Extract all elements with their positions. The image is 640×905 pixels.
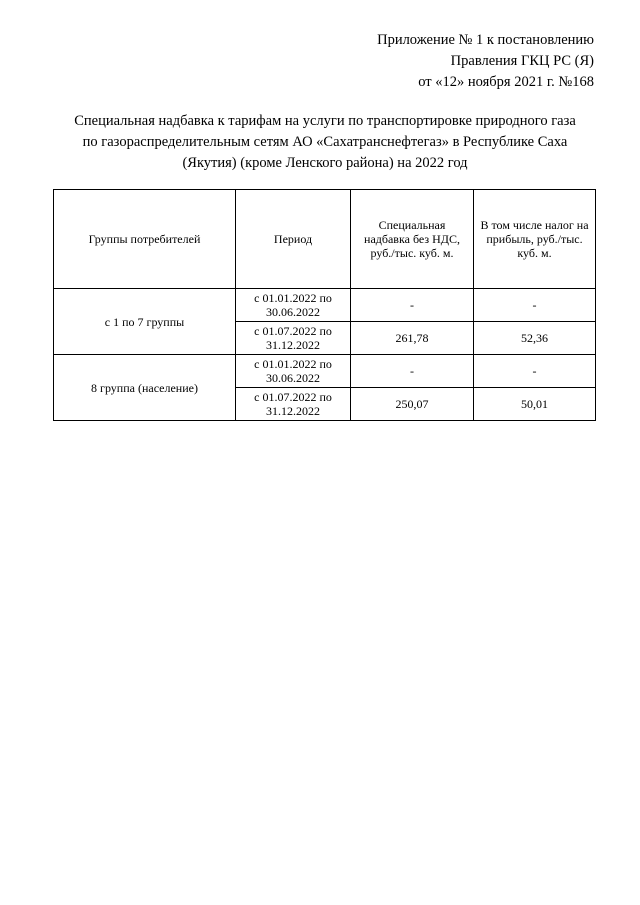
column-header-surcharge: Специальная надбавка без НДС, руб./тыс. куб. м. bbox=[351, 190, 474, 289]
tax-cell: - bbox=[474, 355, 596, 388]
surcharge-cell: 250,07 bbox=[351, 388, 474, 421]
column-header-period: Период bbox=[236, 190, 351, 289]
tax-cell: - bbox=[474, 289, 596, 322]
tax-cell: 50,01 bbox=[474, 388, 596, 421]
period-cell bbox=[236, 388, 351, 421]
period-cell bbox=[236, 355, 351, 388]
surcharge-cell: - bbox=[351, 355, 474, 388]
table-header-row bbox=[54, 190, 596, 289]
consumer-group-cell: с 1 по 7 группы bbox=[54, 289, 236, 355]
period-from: с 01.01.2022 по bbox=[254, 291, 332, 305]
period-cell bbox=[236, 322, 351, 355]
title-line-2: по газораспределительным сетям АО «Сахатранснефтегаз» в Республике Саха bbox=[82, 134, 568, 150]
period-from: с 01.07.2022 по bbox=[254, 324, 332, 338]
surcharge-cell: 261,78 bbox=[351, 322, 474, 355]
tax-cell: 52,36 bbox=[474, 322, 596, 355]
approval-header bbox=[377, 30, 594, 93]
table-row bbox=[54, 355, 596, 388]
table-row bbox=[54, 289, 596, 322]
period-from: с 01.07.2022 по bbox=[254, 390, 332, 404]
period-to: 31.12.2022 bbox=[266, 338, 320, 352]
period-to: 30.06.2022 bbox=[266, 305, 320, 319]
approval-line-date: от «12» ноября 2021 г. №168 bbox=[418, 74, 594, 90]
period-cell bbox=[236, 289, 351, 322]
column-header-group: Группы потребителей bbox=[54, 190, 236, 289]
column-header-tax: В том числе налог на прибыль, руб./тыс. куб. м. bbox=[474, 190, 596, 289]
approval-line-board: Правления ГКЦ РС (Я) bbox=[450, 53, 594, 69]
tariff-table bbox=[53, 189, 596, 421]
consumer-group-cell: 8 группа (население) bbox=[54, 355, 236, 421]
approval-line-annex: Приложение № 1 к постановлению bbox=[377, 32, 594, 48]
period-from: с 01.01.2022 по bbox=[254, 357, 332, 371]
period-to: 31.12.2022 bbox=[266, 404, 320, 418]
title-line-3: (Якутия) (кроме Ленского района) на 2022 год bbox=[182, 155, 468, 171]
document-title bbox=[40, 111, 610, 174]
period-to: 30.06.2022 bbox=[266, 371, 320, 385]
surcharge-cell: - bbox=[351, 289, 474, 322]
title-line-1: Специальная надбавка к тарифам на услуги по транспортировке природного газа bbox=[74, 113, 576, 129]
